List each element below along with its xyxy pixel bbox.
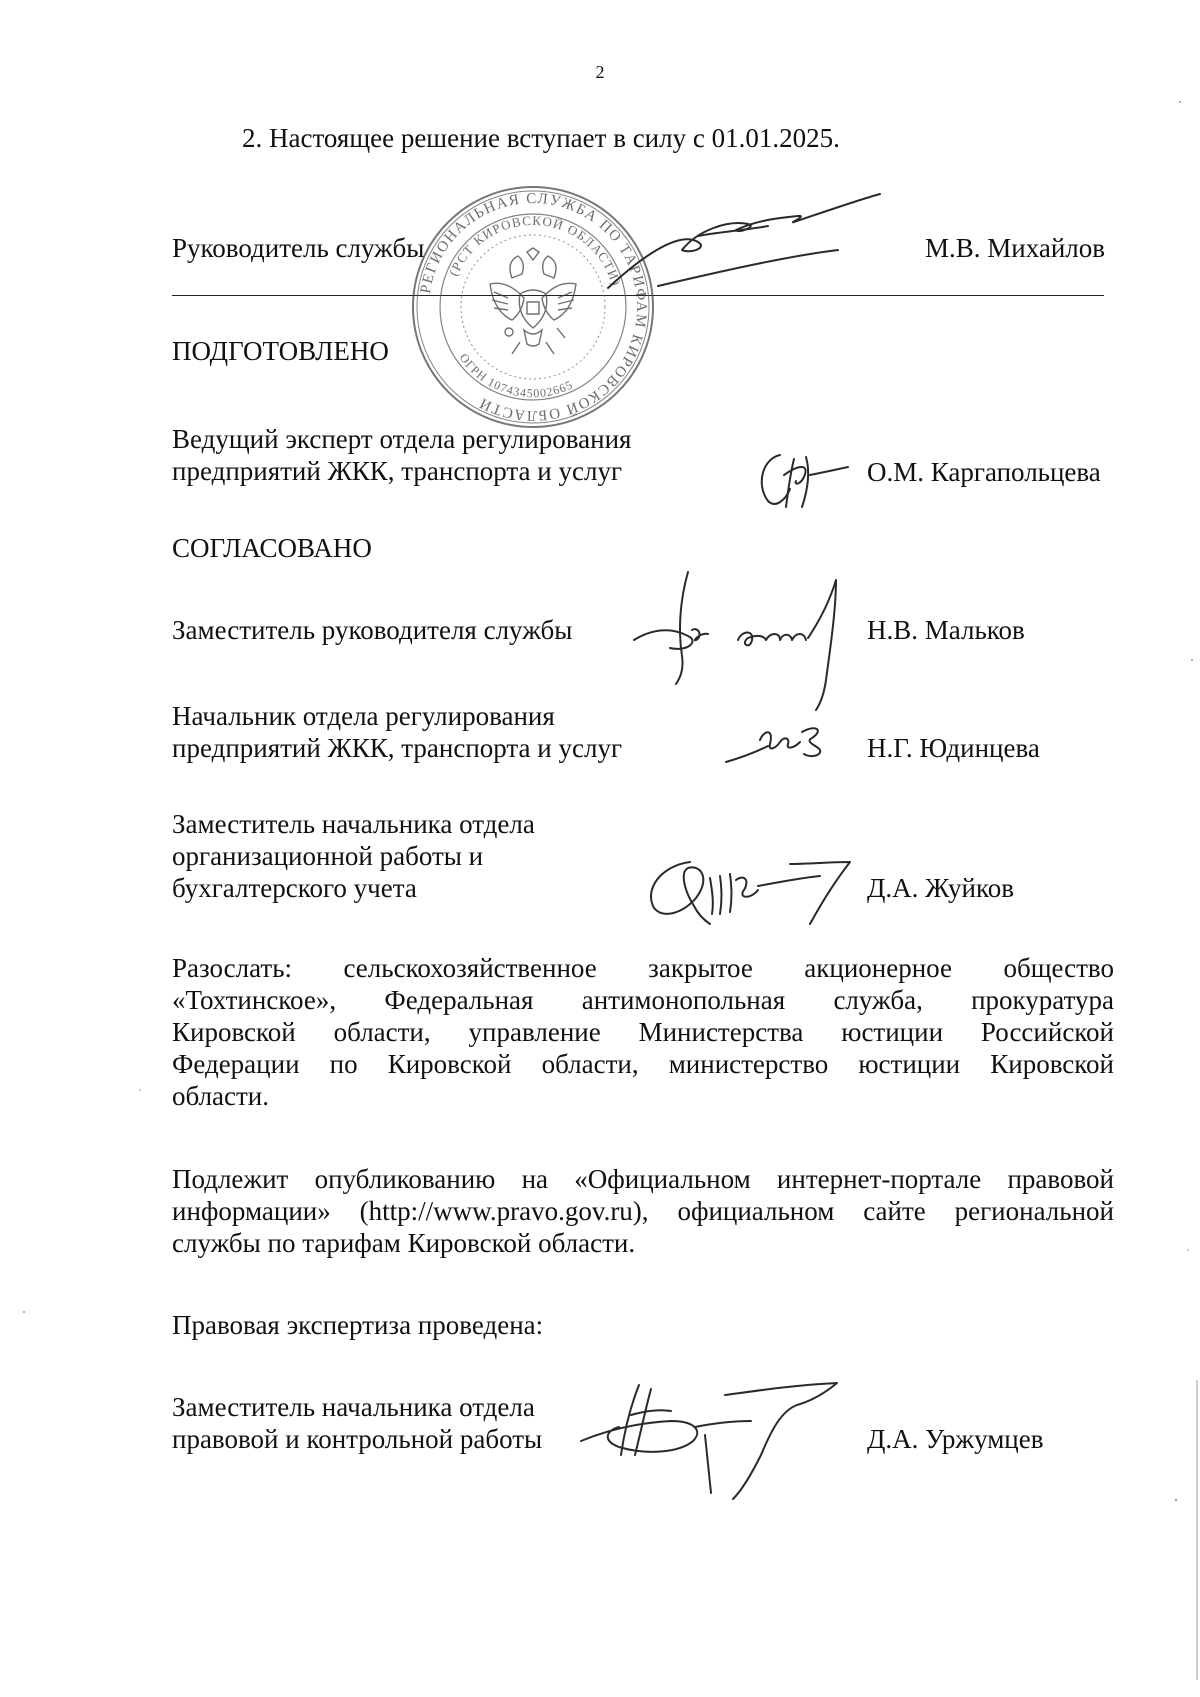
legal-review-position-line1: Заместитель начальника отдела (172, 1392, 535, 1422)
agreed-signer3-position-line3: бухгалтерского учета (172, 873, 417, 903)
legal-review-position-line2: правовой и контрольной работы (172, 1424, 543, 1454)
effective-date-clause: 2. Настоящее решение вступает в силу с 01.01.2025. (242, 123, 840, 153)
distribution-line: Кировской области, управление Министерства юстиции Российской (172, 1017, 1114, 1047)
agreed-heading: СОГЛАСОВАНО (172, 533, 372, 563)
agreed-signer2-position-line1: Начальник отдела регулирования (172, 701, 555, 731)
distribution-line: Разослать: сельскохозяйственное закрытое акционерное общество (172, 953, 1114, 983)
agreed-signer3-position-line2: организационной работы и (172, 841, 484, 871)
agreed-signer2-name: Н.Г. Юдинцева (867, 733, 1040, 763)
prepared-heading: ПОДГОТОВЛЕНО (172, 336, 389, 366)
prepared-position-line2: предприятий ЖКК, транспорта и услуг (172, 456, 623, 486)
publication-line: Подлежит опубликованию на «Официальном интернет-портале правовой (172, 1164, 1114, 1194)
legal-review-name: Д.А. Уржумцев (867, 1424, 1044, 1454)
agreed-signer3-position-line1: Заместитель начальника отдела (172, 809, 535, 839)
publication-line: информации» (http://www.pravo.gov.ru), официальном сайте региональной (172, 1196, 1114, 1226)
head-name: М.В. Михайлов (925, 233, 1106, 263)
agreed-signer3-name: Д.А. Жуйков (867, 873, 1014, 903)
head-position: Руководитель службы (172, 233, 425, 263)
prepared-position-line1: Ведущий эксперт отдела регулирования (172, 424, 632, 454)
svg-text:ОГРН 1074345002665: ОГРН 1074345002665 (456, 350, 576, 401)
svg-text:(РСТ КИРОВСКОЙ ОБЛАСТИ): (РСТ КИРОВСКОЙ ОБЛАСТИ) (445, 212, 625, 289)
agreed-signer1-name: Н.В. Мальков (867, 615, 1025, 645)
prepared-name: О.М. Каргапольцева (867, 457, 1101, 487)
legal-review-heading: Правовая экспертиза проведена: (172, 1310, 544, 1340)
svg-text:РЕГИОНАЛЬНАЯ СЛУЖБА ПО ТАРИФАМ: РЕГИОНАЛЬНАЯ СЛУЖБА ПО ТАРИФАМ КИРОВСКОЙ ОБЛАСТИ (417, 190, 650, 424)
agreed-signer2-position-line2: предприятий ЖКК, транспорта и услуг (172, 733, 623, 763)
distribution-line: «Тохтинское», Федеральная антимонопольная служба, прокуратура (172, 985, 1114, 1015)
distribution-line: Федерации по Кировской области, министерство юстиции Кировской (172, 1049, 1114, 1079)
distribution-line: области. (172, 1081, 270, 1111)
page-number: 2 (595, 62, 605, 82)
agreed-signer1-position: Заместитель руководителя службы (172, 615, 573, 645)
publication-line: службы по тарифам Кировской области. (172, 1228, 636, 1258)
